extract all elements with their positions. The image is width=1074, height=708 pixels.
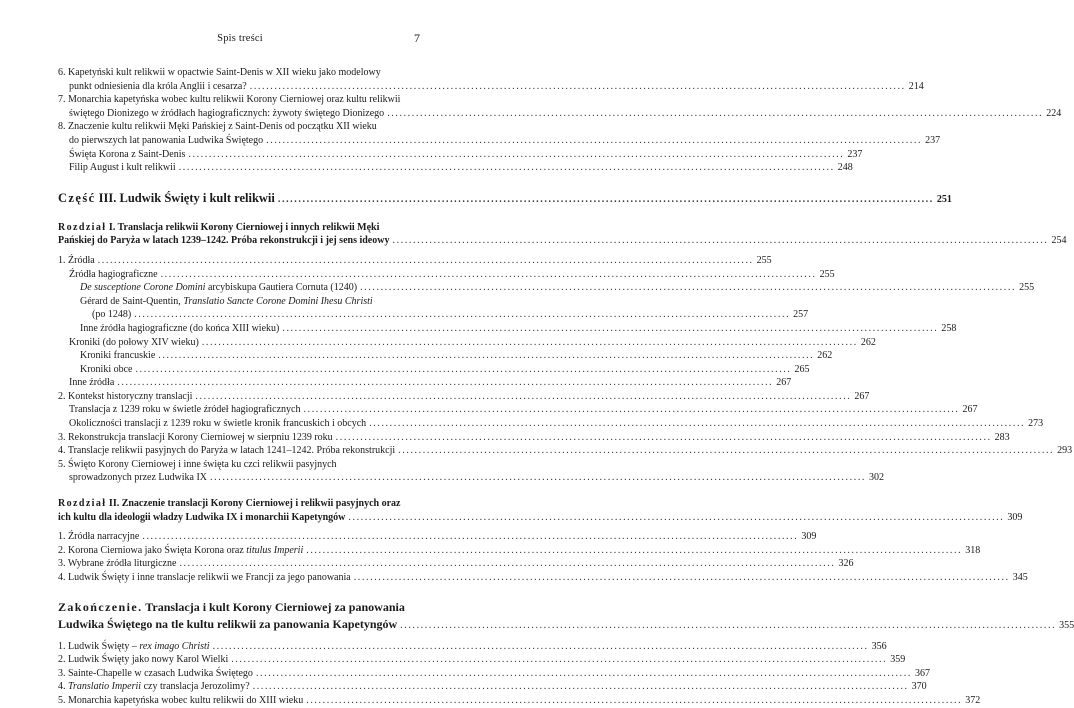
toc-entry[interactable]: 1. Źródła ................................................................................................................................................................ 255	[58, 254, 772, 266]
toc-page-number: 359	[890, 654, 906, 666]
toc-page-number: 255	[819, 268, 835, 280]
leader-dots: ................................................................................................................................................................	[201, 336, 858, 348]
toc-page-number: 356	[871, 640, 887, 652]
toc-page-number: 251	[936, 193, 952, 205]
toc-page-number: 318	[965, 544, 981, 556]
toc-page-number: 255	[756, 254, 772, 266]
conclusion-label: Zakończenie.	[58, 599, 143, 614]
page-header	[0, 0, 480, 48]
chapter-label: Rozdział	[58, 221, 107, 233]
leader-dots: ................................................................................................................................................................	[398, 445, 1055, 457]
leader-dots: ................................................................................................................................................................	[282, 322, 939, 334]
page-number: 7	[414, 31, 420, 45]
chapter-title: Pańskiej do Paryża w latach 1239–1242. Próba rekonstrukcji i jej sens ideowy	[58, 235, 390, 247]
toc-page-number: 237	[925, 134, 941, 146]
toc-entry[interactable]: Okoliczności translacji z 1239 roku w świetle kronik francuskich i obcych ................................................................................................................................................................ 273	[69, 418, 1044, 430]
toc-part-heading[interactable]	[58, 189, 952, 209]
toc-page-number: 262	[817, 350, 833, 362]
toc-page-number: 265	[794, 363, 810, 375]
leader-dots: ................................................................................................................................................................	[195, 390, 852, 402]
toc-entry[interactable]: 4. Translacje relikwii pasyjnych do Paryża w latach 1241–1242. Próba rekonstrukcji ................................................................................................................................................................ 293	[58, 445, 1073, 457]
toc-entry[interactable]: Kroniki francuskie ................................................................................................................................................................ 262	[80, 350, 833, 362]
toc-entry[interactable]: 3. Sainte-Chapelle w czasach Ludwika Świętego ................................................................................................................................................................ 367	[58, 667, 930, 679]
toc-entry-text: 7. Monarchia kapetyńska wobec kultu relikwii Korony Cierniowej oraz kultu relikwii	[58, 94, 401, 106]
toc-entry[interactable]	[58, 66, 924, 93]
toc-conclusion-heading[interactable]	[58, 599, 1074, 634]
leader-dots: ................................................................................................................................................................	[135, 363, 792, 375]
toc-entry[interactable]: Źródła hagiograficzne ................................................................................................................................................................ 255	[69, 268, 835, 280]
toc-entry-text: 8. Znaczenie kultu relikwii Męki Pańskiej z Saint-Denis od początku XII wieku	[58, 121, 377, 133]
toc-page-number: 283	[994, 431, 1010, 443]
running-title: Spis treści	[217, 33, 263, 44]
toc-page-number: 345	[1012, 572, 1028, 583]
toc-page-number: 302	[869, 472, 885, 484]
leader-dots: ................................................................................................................................................................	[252, 681, 909, 693]
toc-entry[interactable]: 5. Monarchia kapetyńska wobec kultu relikwii do XIII wieku ................................................................................................................................................................ 372	[58, 694, 981, 706]
toc-entry[interactable]: De susceptione Corone Domini arcybiskupa Gautiera Cornuta (1240) ................................................................................................................................................................ 255	[80, 282, 1035, 294]
conclusion-title: Translacja i kult Korony Cierniowej za panowania	[145, 599, 405, 614]
toc-entry-continuation[interactable]: sprowadzonych przez Ludwika IX ................................................................................................................................................................ 302	[69, 472, 885, 484]
leader-dots: ................................................................................................................................................................	[348, 511, 1005, 523]
toc-page-number: 258	[941, 322, 957, 334]
leader-dots: ................................................................................................................................................................	[134, 309, 791, 321]
toc-page-number: 367	[914, 667, 930, 679]
leader-dots: ................................................................................................................................................................	[400, 619, 1057, 631]
toc-page-number: 248	[837, 162, 853, 174]
toc-entry[interactable]: 3. Rekonstrukcja translacji Korony Cierniowej w sierpniu 1239 roku ................................................................................................................................................................ 283	[58, 431, 1010, 443]
toc-entry[interactable]: 3. Wybrane źródła liturgiczne ................................................................................................................................................................ 326	[58, 558, 854, 570]
toc-entry[interactable]: Inne źródła hagiograficzne (do końca XIII wieku) ................................................................................................................................................................ 258	[80, 322, 957, 334]
toc-page-number: 237	[847, 148, 863, 160]
leader-dots: ................................................................................................................................................................	[178, 162, 835, 174]
leader-dots: ................................................................................................................................................................	[179, 558, 836, 570]
toc-entry[interactable]	[58, 93, 1062, 120]
leader-dots: ................................................................................................................................................................	[303, 404, 960, 416]
toc-page-number: 214	[908, 80, 924, 92]
leader-dots: ................................................................................................................................................................	[255, 667, 912, 679]
toc-page-number: 293	[1057, 445, 1073, 457]
leader-dots: ................................................................................................................................................................	[369, 418, 1026, 430]
toc-entry-continuation[interactable]: (po 1248) ................................................................................................................................................................ 257	[92, 309, 809, 321]
toc-entry-text: do pierwszych lat panowania Ludwika Świętego	[69, 134, 264, 146]
part-title: III. Ludwik Święty i kult relikwii	[98, 190, 275, 205]
toc-entry-text: Filip August i kult relikwii	[69, 162, 176, 174]
toc-entry[interactable]: Kroniki obce ................................................................................................................................................................ 265	[80, 363, 810, 375]
toc-entry[interactable]: 4. Ludwik Święty i inne translacje relikwii we Francji za jego panowania ................................................................................................................................................................ 345	[58, 572, 1028, 583]
table-of-contents	[58, 66, 1074, 708]
leader-dots: ................................................................................................................................................................	[249, 80, 906, 92]
toc-page-number: 309	[801, 531, 817, 543]
toc-page-number: 267	[854, 390, 870, 402]
toc-entry-text: świętego Dionizego w źródłach hagiograficznych: żywoty świętego Dionizego	[69, 107, 385, 119]
toc-chapter-heading[interactable]	[58, 221, 1067, 248]
toc-page-number: 267	[776, 377, 792, 389]
toc-page-number: 372	[965, 694, 981, 706]
leader-dots: ................................................................................................................................................................	[158, 350, 815, 362]
leader-dots: ................................................................................................................................................................	[142, 531, 799, 543]
leader-dots: ................................................................................................................................................................	[277, 193, 934, 205]
conclusion-title: Ludwika Świętego na tle kultu relikwii za panowania Kapetyngów	[58, 616, 398, 631]
toc-page-number: 355	[1059, 619, 1074, 631]
toc-entry[interactable]	[58, 120, 941, 147]
toc-entry[interactable]: Gérard de Saint-Quentin, Translatio Sancte Corone Domini Ihesu Christi	[80, 295, 373, 307]
toc-entry[interactable]: Translacja z 1239 roku w świetle źródeł hagiograficznych ................................................................................................................................................................ 267	[69, 404, 978, 416]
leader-dots: ................................................................................................................................................................	[117, 377, 774, 389]
toc-entry[interactable]: 1. Źródła narracyjne ................................................................................................................................................................ 309	[58, 531, 817, 543]
toc-entry[interactable]: 4. Translatio Imperii czy translacja Jerozolimy? ................................................................................................................................................................ 370	[58, 681, 927, 693]
toc-entry[interactable]: Kroniki (do połowy XIV wieku) ................................................................................................................................................................ 262	[69, 336, 876, 348]
leader-dots: ................................................................................................................................................................	[266, 134, 923, 146]
toc-page-number: 254	[1051, 235, 1067, 247]
leader-dots: ................................................................................................................................................................	[212, 640, 869, 652]
toc-entry[interactable]: 2. Ludwik Święty jako nowy Karol Wielki ................................................................................................................................................................ 359	[58, 654, 906, 666]
leader-dots: ................................................................................................................................................................	[306, 694, 963, 706]
toc-page-number: 262	[860, 336, 876, 348]
chapter-title: II. Znaczenie translacji Korony Cierniowej i relikwii pasyjnych oraz	[108, 498, 401, 510]
toc-entry-text: 6. Kapetyński kult relikwii w opactwie Saint-Denis w XII wieku jako modelowy	[58, 67, 381, 78]
leader-dots: ................................................................................................................................................................	[353, 572, 1010, 583]
toc-page-number: 326	[838, 558, 854, 570]
chapter-title: I. Translacja relikwii Korony Cierniowej i innych relikwii Męki	[108, 221, 380, 233]
leader-dots: ................................................................................................................................................................	[387, 107, 1044, 119]
toc-page-number: 309	[1007, 511, 1023, 523]
toc-chapter-heading[interactable]	[58, 497, 1023, 524]
toc-entry-text: punkt odniesienia dla króla Anglii i cesarza?	[69, 80, 247, 92]
toc-page-number: 255	[1019, 282, 1035, 294]
leader-dots: ................................................................................................................................................................	[188, 148, 845, 160]
toc-page-number: 273	[1028, 418, 1044, 430]
chapter-title: ich kultu dla ideologii władzy Ludwika IX i monarchii Kapetyngów	[58, 511, 346, 523]
leader-dots: ................................................................................................................................................................	[360, 282, 1017, 294]
toc-entry[interactable]: Inne źródła ................................................................................................................................................................ 267	[69, 377, 792, 389]
toc-page-number: 224	[1046, 107, 1062, 119]
toc-page-number: 370	[911, 681, 927, 693]
toc-entry[interactable]	[58, 161, 853, 175]
toc-entry[interactable]: 2. Kontekst historyczny translacji ................................................................................................................................................................ 267	[58, 390, 870, 402]
toc-entry[interactable]: 2. Korona Cierniowa jako Święta Korona oraz titulus Imperii ................................................................................................................................................................ 318	[58, 544, 981, 556]
leader-dots: ................................................................................................................................................................	[160, 268, 817, 280]
leader-dots: ................................................................................................................................................................	[97, 254, 754, 266]
toc-page-number: 257	[793, 309, 809, 321]
part-label: Część	[58, 190, 96, 205]
toc-entry[interactable]: 1. Ludwik Święty – rex imago Christi ................................................................................................................................................................ 356	[58, 640, 887, 652]
leader-dots: ................................................................................................................................................................	[392, 235, 1049, 247]
leader-dots: ................................................................................................................................................................	[231, 654, 888, 666]
leader-dots: ................................................................................................................................................................	[210, 472, 867, 484]
leader-dots: ................................................................................................................................................................	[306, 544, 963, 556]
leader-dots: ................................................................................................................................................................	[335, 431, 992, 443]
toc-entry-text: Święta Korona z Saint-Denis	[69, 148, 186, 160]
chapter-label: Rozdział	[58, 498, 107, 510]
toc-entry[interactable]: 5. Święto Korony Cierniowej i inne święta ku czci relikwii pasyjnych	[58, 458, 337, 470]
toc-entry[interactable]	[58, 148, 863, 162]
toc-page-number: 267	[962, 404, 978, 416]
